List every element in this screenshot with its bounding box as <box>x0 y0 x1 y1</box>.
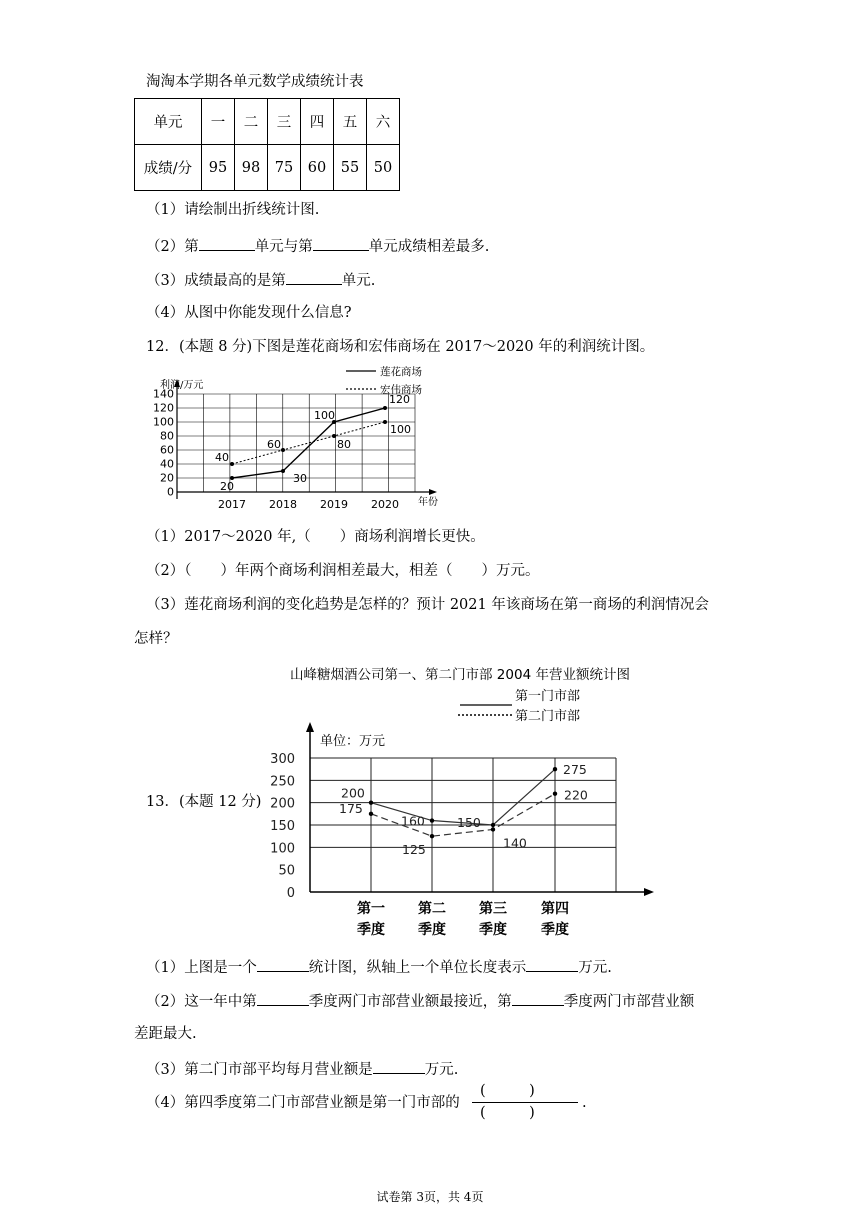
table-row <box>135 99 400 145</box>
y-tick-label: 60 <box>160 443 174 457</box>
y-tick-label: 140 <box>153 387 174 401</box>
y-tick-label: 40 <box>160 457 174 471</box>
data-label: 80 <box>337 438 351 451</box>
unit-cell: 五 <box>334 99 367 145</box>
q13-sub2-text: 季度两门市部营业额 <box>563 994 695 1010</box>
q11-sub2-text: 单元与第 <box>254 239 313 255</box>
unit-cell: 三 <box>268 99 301 145</box>
data-label: 175 <box>339 800 363 816</box>
data-point <box>332 434 336 438</box>
score-cell: 98 <box>235 145 268 191</box>
data-point <box>383 406 387 410</box>
q11-sub1: （1）请绘制出折线统计图. <box>146 202 320 218</box>
data-point <box>430 818 434 822</box>
legend-solid-label: 莲花商场 <box>380 366 422 378</box>
score-cell: 75 <box>268 145 301 191</box>
q11-sub3-text: （3）成绩最高的是第 <box>146 273 286 289</box>
chart2-x-arrow <box>644 888 654 896</box>
y-tick-label: 200 <box>270 796 295 812</box>
data-point <box>383 420 387 424</box>
unit-cell: 四 <box>301 99 334 145</box>
q11-sub3 <box>146 270 375 290</box>
data-point <box>281 469 285 473</box>
data-point <box>553 792 557 796</box>
unit-cell: 二 <box>235 99 268 145</box>
data-point <box>230 462 234 466</box>
score-cell: 55 <box>334 145 367 191</box>
q13-sub1-text: 万元. <box>578 960 612 976</box>
q13-sub3-text: 万元. <box>424 1062 459 1078</box>
sales-line-chart <box>250 660 670 942</box>
y-tick-label: 80 <box>160 429 174 443</box>
data-point <box>430 834 434 838</box>
q13-sub4-end: . <box>582 1095 587 1111</box>
data-point <box>491 823 495 827</box>
answer-blank[interactable] <box>373 1059 425 1074</box>
legend-dashed-label: 第二门市部 <box>515 709 581 724</box>
x-tick-label: 季度 <box>479 922 507 938</box>
profit-line-chart <box>150 362 450 512</box>
chart2-y-arrow <box>306 722 314 732</box>
x-tick-label: 第三 <box>479 901 507 917</box>
y-tick-label: 0 <box>167 485 174 499</box>
y-tick-label: 150 <box>270 819 295 834</box>
answer-blank[interactable] <box>257 957 309 972</box>
x-tick-label: 季度 <box>418 922 446 938</box>
answer-blank[interactable] <box>257 991 309 1006</box>
q11-sub2-text: （2）第 <box>146 239 199 255</box>
answer-blank[interactable] <box>199 236 255 251</box>
data-point <box>553 767 557 771</box>
fraction-answer[interactable] <box>472 1082 580 1122</box>
fraction-bar <box>472 1102 578 1103</box>
q12-sub1: （1）2017～2020 年,（ ）商场利润增长更快。 <box>146 529 485 545</box>
q13-sub1 <box>146 957 612 977</box>
data-label: 220 <box>564 787 588 803</box>
data-label: 125 <box>402 842 426 858</box>
table-title: 淘淘本学期各单元数学成绩统计表 <box>146 74 364 90</box>
answer-blank[interactable] <box>313 236 369 251</box>
q13-sub2-text: 季度两门市部营业额最接近，第 <box>308 994 512 1010</box>
legend-solid-label: 第一门市部 <box>515 689 581 704</box>
answer-blank[interactable] <box>526 957 578 972</box>
q13-sub2-text: （2）这一年中第 <box>146 994 257 1010</box>
chart2-unit: 单位：万元 <box>320 734 386 749</box>
q13-sub4: （4）第四季度第二门市部营业额是第一门市部的 <box>146 1095 460 1111</box>
unit-cell: 一 <box>202 99 235 145</box>
q11-sub3-text: 单元. <box>341 273 376 289</box>
chart1-x-arrow <box>429 489 437 495</box>
data-label: 140 <box>503 835 527 851</box>
q12-sub3-line1: （3）莲花商场利润的变化趋势是怎样的？预计 2021 年该商场在第一商场的利润情况会 <box>146 597 709 613</box>
fraction-numerator: ( ) <box>480 1083 535 1099</box>
fraction-denominator: ( ) <box>480 1105 535 1121</box>
q11-sub2 <box>146 236 489 256</box>
data-label: 200 <box>341 785 365 801</box>
data-label: 30 <box>293 472 307 485</box>
x-tick-label: 2017 <box>218 498 246 511</box>
unit-cell: 六 <box>367 99 400 145</box>
q12-sub2: （2）（ ）年两个商场利润相差最大，相差（ ）万元。 <box>146 563 540 579</box>
y-tick-label: 100 <box>270 841 295 857</box>
q12-sub3-line2: 怎样？ <box>134 631 178 647</box>
x-tick-label: 第四 <box>541 901 569 917</box>
data-label: 100 <box>314 409 335 422</box>
data-label: 100 <box>390 423 411 436</box>
score-cell: 50 <box>367 145 400 191</box>
q13-sub1-text: （1）上图是一个 <box>146 960 257 976</box>
data-label: 120 <box>389 393 410 406</box>
q11-sub2-text: 单元成绩相差最多. <box>368 239 490 255</box>
data-point <box>369 800 373 804</box>
y-tick-label: 50 <box>278 863 295 879</box>
data-point <box>491 827 495 831</box>
q13-heading: 13．(本题 12 分) <box>146 794 262 810</box>
table-row <box>135 145 400 191</box>
chart2-title: 山峰糖烟酒公司第一、第二门市部 2004 年营业额统计图 <box>290 667 630 683</box>
x-tick-label: 季度 <box>541 922 569 938</box>
chart1-xunit: 年份 <box>418 497 438 508</box>
unit-header: 单元 <box>135 99 202 145</box>
q12-heading: 12．(本题 8 分)下图是莲花商场和宏伟商场在 2017～2020 年的利润统计图。 <box>146 339 655 355</box>
scores-table <box>134 98 400 191</box>
y-tick-label: 250 <box>270 774 295 790</box>
x-tick-label: 第一 <box>357 901 385 917</box>
score-header: 成绩/分 <box>135 145 202 191</box>
q13-sub1-text: 统计图，纵轴上一个单位长度表示 <box>308 960 527 976</box>
x-tick-label: 季度 <box>357 922 385 938</box>
data-label: 20 <box>220 480 234 493</box>
y-tick-label: 120 <box>153 401 174 415</box>
data-point <box>369 812 373 816</box>
q13-sub3 <box>146 1059 458 1079</box>
q13-sub2 <box>146 991 694 1011</box>
data-label: 150 <box>457 815 481 830</box>
legend-dotted-label: 宏伟商场 <box>380 384 422 396</box>
chart1-ylabel: 利润/万元 <box>160 380 204 391</box>
data-point <box>281 448 285 452</box>
x-tick-label: 2020 <box>371 498 399 511</box>
answer-blank[interactable] <box>286 270 342 285</box>
y-tick-label: 300 <box>270 752 295 767</box>
x-tick-label: 2019 <box>320 498 348 511</box>
page-footer: 试卷第 3页，共 4页 <box>376 1190 484 1204</box>
score-cell: 60 <box>301 145 334 191</box>
q13-sub3-text: （3）第二门市部平均每月营业额是 <box>146 1062 373 1078</box>
y-tick-label: 100 <box>153 415 174 429</box>
data-label: 60 <box>267 438 281 451</box>
x-tick-label: 第二 <box>418 901 446 917</box>
y-tick-label: 20 <box>160 471 174 485</box>
q11-sub4: （4）从图中你能发现什么信息? <box>146 305 352 321</box>
data-label: 160 <box>401 813 425 829</box>
score-cell: 95 <box>202 145 235 191</box>
y-tick-label: 0 <box>286 886 295 901</box>
x-tick-label: 2018 <box>269 498 297 511</box>
answer-blank[interactable] <box>512 991 564 1006</box>
data-label: 275 <box>563 762 587 778</box>
q13-sub2-line2: 差距最大. <box>134 1026 197 1042</box>
data-label: 40 <box>215 451 229 464</box>
